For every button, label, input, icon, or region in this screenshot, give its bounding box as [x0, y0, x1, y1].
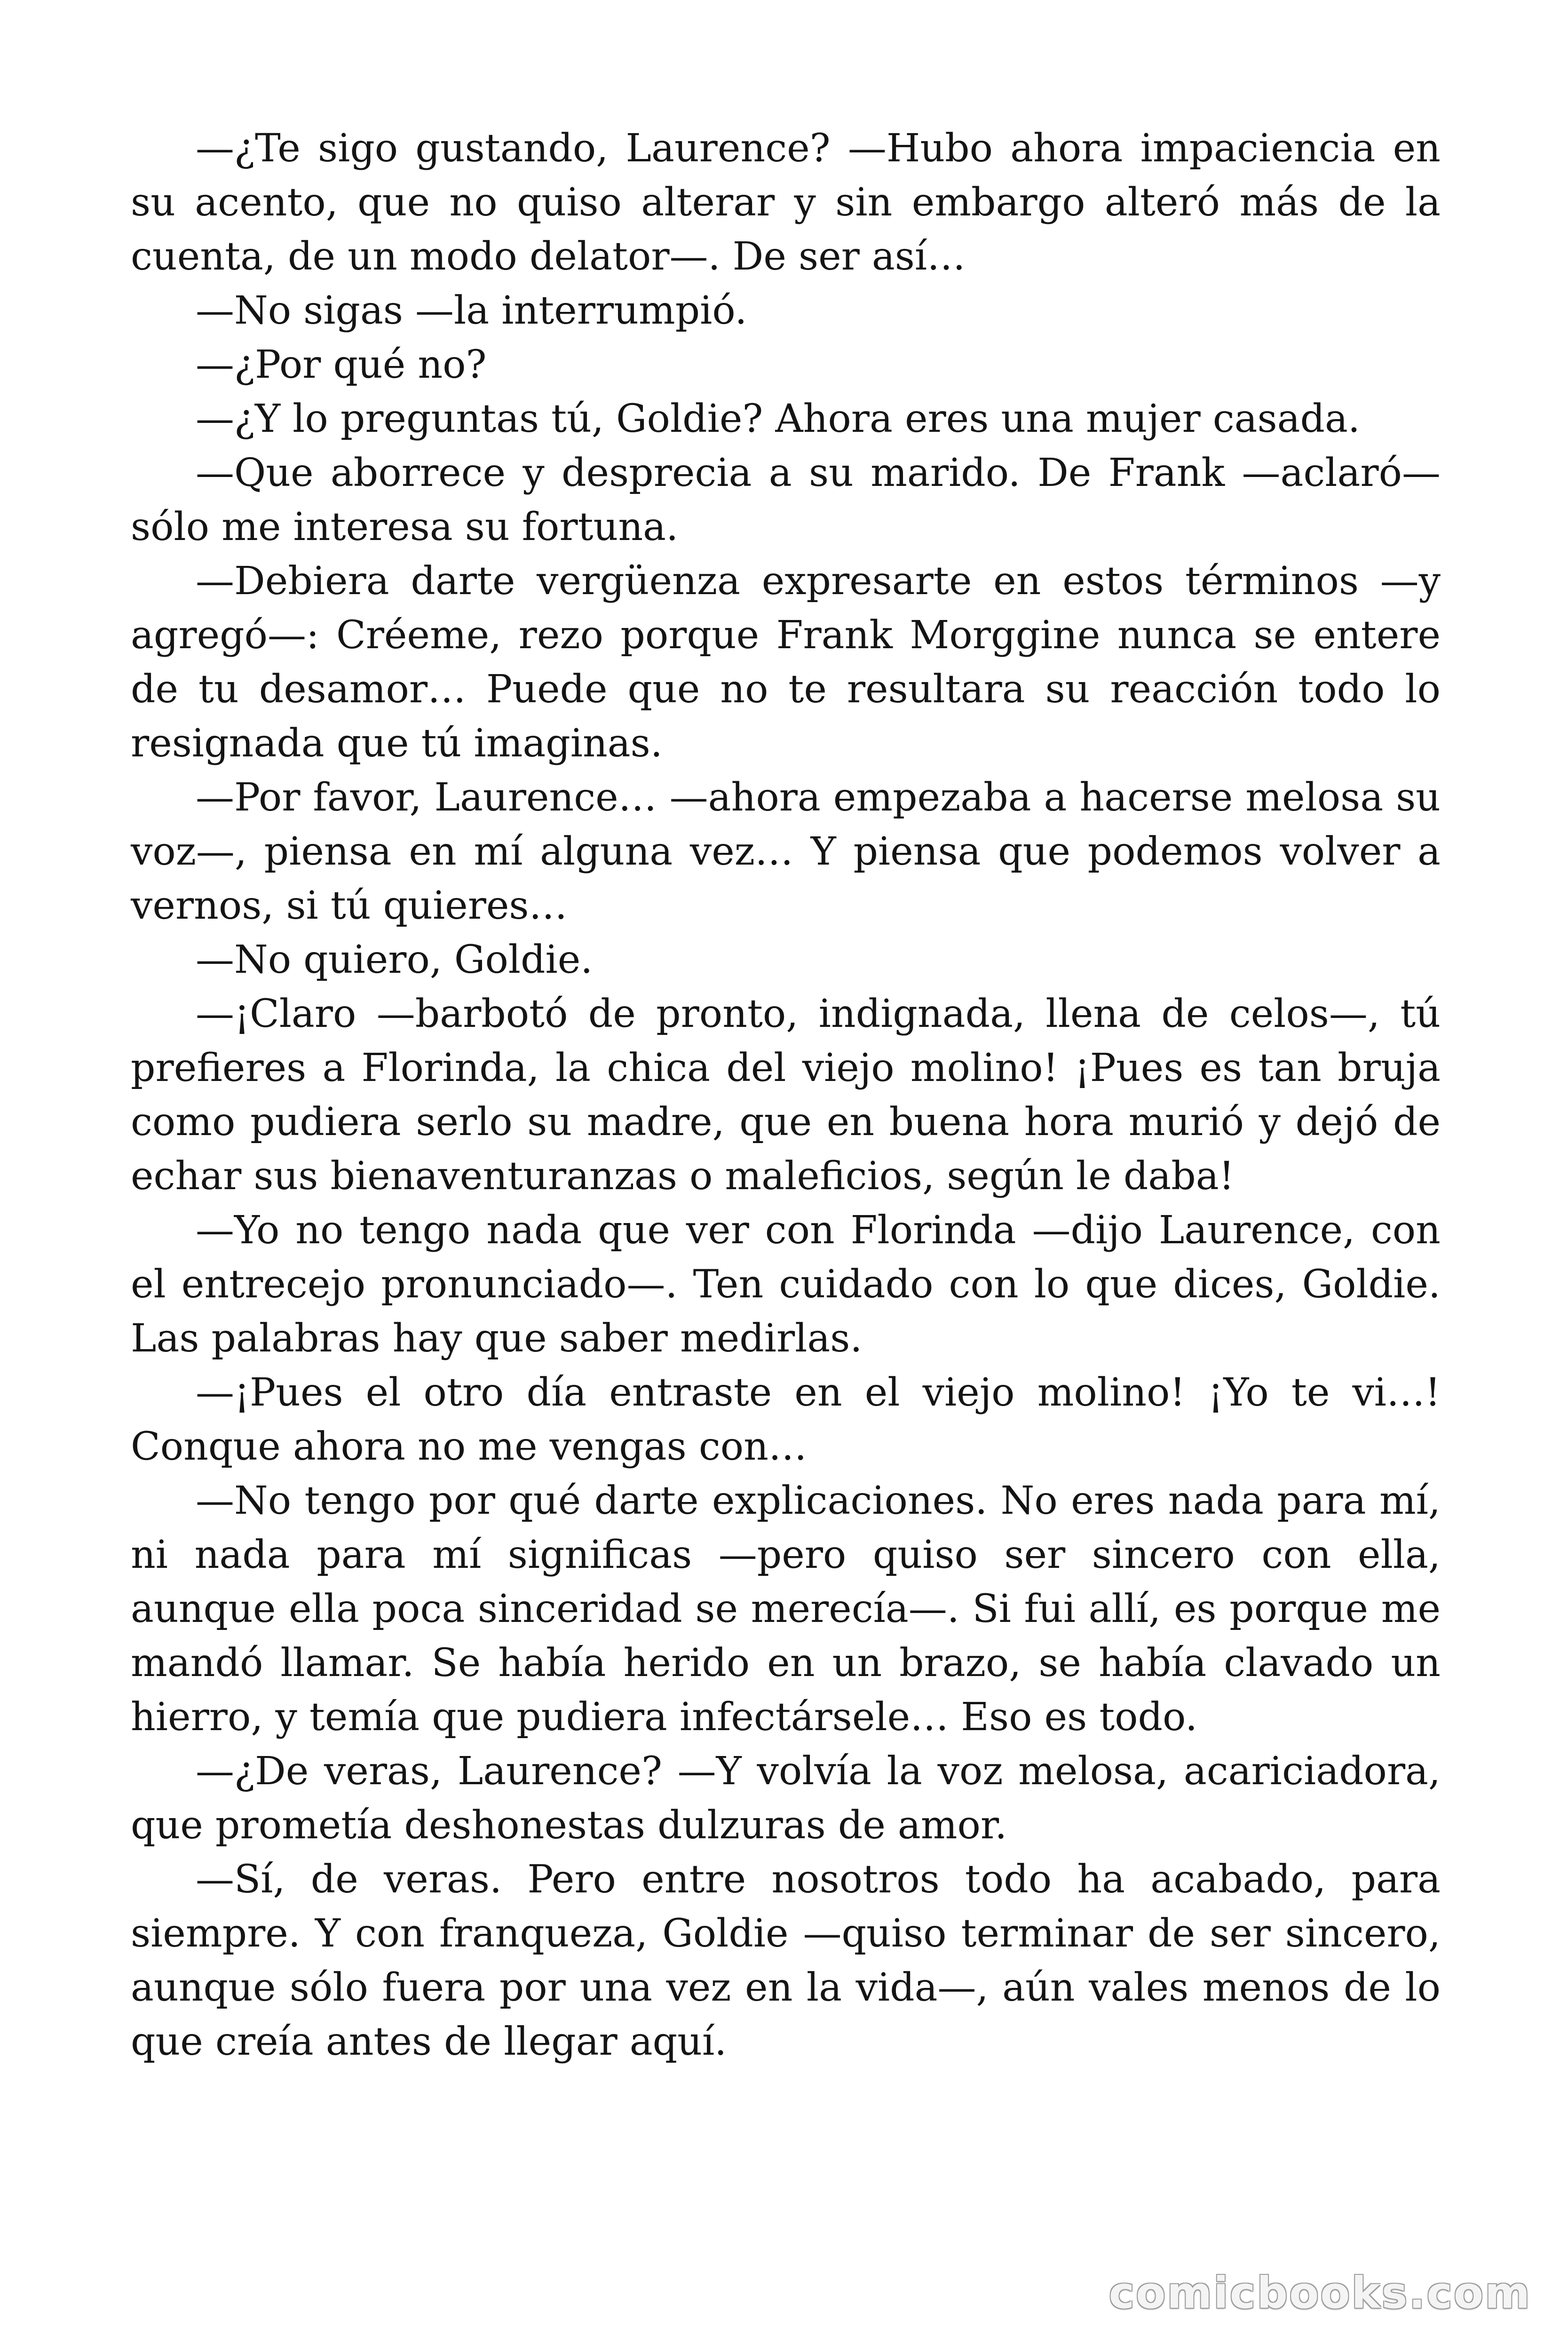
paragraph: —No sigas —la interrumpió.: [196, 288, 747, 333]
paragraph: —Por favor, Laurence… —ahora empezaba a hacerse melosa su voz—, piensa en mí alguna vez… Y piensa que podemos volver a vernos, si tú quieres…: [131, 775, 1441, 928]
paragraph: —Yo no tengo nada que ver con Florinda —dijo Laurence, con el entrecejo pronunciado—. Ten cuidado con lo que dices, Goldie. Las palabras hay que saber medirlas.: [131, 1208, 1441, 1361]
paragraph: —¿Y lo preguntas tú, Goldie? Ahora eres una mujer casada.: [196, 397, 1360, 441]
paragraph: —¡Claro —barbotó de pronto, indignada, llena de celos—, tú prefieres a Florinda, la chica del viejo molino! ¡Pues es tan bruja como pudiera serlo su madre, que en buena hora murió y dejó de echar sus bienaventuranzas o maleficios, según le daba!: [131, 992, 1441, 1199]
paragraph: —¿Te sigo gustando, Laurence? —Hubo ahora impaciencia en su acento, que no quiso alterar y sin embargo alteró más de la cuenta, de un modo delator—. De ser así…: [131, 126, 1441, 279]
paragraph: —No tengo por qué darte explicaciones. No eres nada para mí, ni nada para mí significas —pero quiso ser sincero con ella, aunque ella poca sinceridad se merecía—. Si fui allí, es porque me mandó llamar. Se había herido en un brazo, se había clavado un hierro, y temía que pudiera infectársele… Eso es todo.: [131, 1478, 1441, 1740]
paragraph: —Sí, de veras. Pero entre nosotros todo ha acabado, para siempre. Y con franqueza, Goldie —quiso terminar de ser sincero, aunque sólo fuera por una vez en la vida—, aún vales menos de lo que creía antes de llegar aquí.: [131, 1857, 1441, 2064]
paragraph: —No quiero, Goldie.: [196, 938, 593, 982]
paragraph: —¿Por qué no?: [196, 342, 487, 387]
paragraph: —Que aborrece y desprecia a su marido. De Frank —aclaró— sólo me interesa su fortuna.: [131, 451, 1441, 549]
paragraph: —¿De veras, Laurence? —Y volvía la voz melosa, acariciadora, que prometía deshonestas dulzuras de amor.: [131, 1749, 1441, 1848]
paragraph: —Debiera darte vergüenza expresarte en estos términos —y agregó—: Créeme, rezo porque Frank Morggine nunca se entere de tu desamor… Puede que no te resultara su reacción todo lo resignada que tú imaginas.: [131, 559, 1441, 766]
paragraph: —¡Pues el otro día entraste en el viejo molino! ¡Yo te vi…! Conque ahora no me vengas con…: [131, 1370, 1441, 1469]
page-body: [131, 121, 1441, 2069]
watermark: comicbooks.com: [1109, 2268, 1531, 2318]
